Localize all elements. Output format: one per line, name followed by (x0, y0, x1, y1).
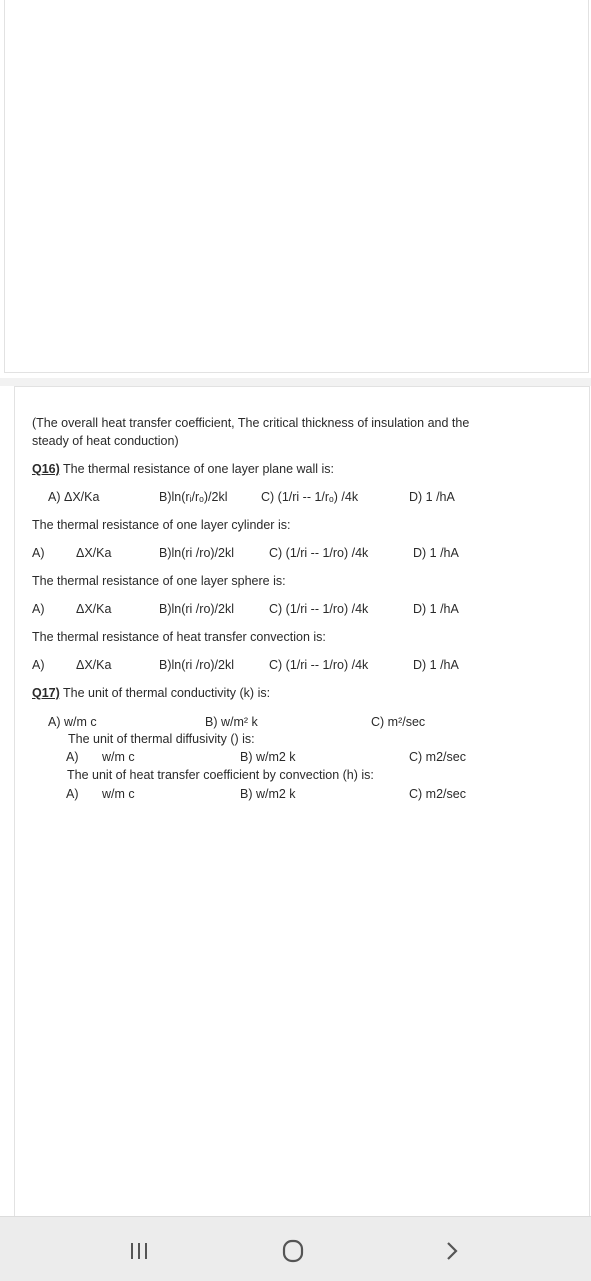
sphere-option-a: ΔX/Ka (76, 602, 112, 616)
h-option-b: B) w/m2 k (240, 787, 296, 801)
q16-title: The thermal resistance of one layer plane wall is: (59, 462, 335, 476)
cylinder-question: The thermal resistance of one layer cylinder is: (32, 518, 291, 532)
cylinder-option-b: B)ln(ri /ro)/2kl (159, 546, 235, 560)
back-icon (433, 1231, 473, 1271)
q17-number: Q17) (32, 686, 60, 700)
home-button[interactable] (273, 1231, 313, 1271)
q16-heading (32, 462, 334, 476)
question-document (14, 386, 590, 1218)
card-separator (0, 378, 591, 386)
cylinder-option-a: ΔX/Ka (76, 546, 112, 560)
q17-title: The unit of thermal conductivity (k) is: (59, 686, 271, 700)
h-option-c: C) m2/sec (409, 787, 466, 801)
recents-button[interactable] (119, 1231, 159, 1271)
cylinder-option-d: D) 1 /hA (413, 546, 459, 560)
q16-number: Q16) (32, 462, 60, 476)
convection-option-c: C) (1/ri -- 1/ro) /4k (269, 658, 369, 672)
convection-option-a: ΔX/Ka (76, 658, 112, 672)
cylinder-option-a-label: A) (32, 546, 45, 560)
sphere-option-d: D) 1 /hA (413, 602, 459, 616)
diffusivity-question: The unit of thermal diffusivity () is: (68, 732, 255, 746)
previous-card (4, 0, 589, 373)
convection-option-d: D) 1 /hA (413, 658, 459, 672)
back-button[interactable] (433, 1231, 473, 1271)
diffusivity-option-a-label: A) (66, 750, 79, 764)
plane-option-d: D) 1 /hA (409, 490, 455, 504)
android-navigation-bar (0, 1216, 591, 1281)
conductivity-option-b: B) w/m² k (205, 715, 258, 729)
sphere-option-c: C) (1/ri -- 1/ro) /4k (269, 602, 369, 616)
diffusivity-option-a: w/m c (102, 750, 135, 764)
convection-option-b: B)ln(ri /ro)/2kl (159, 658, 235, 672)
plane-option-a: A) ΔX/Ka (48, 490, 100, 504)
conductivity-option-c: C) m²/sec (371, 715, 426, 729)
q17-heading (32, 686, 270, 700)
sphere-option-b: B)ln(ri /ro)/2kl (159, 602, 235, 616)
recents-icon (119, 1231, 159, 1271)
cylinder-option-c: C) (1/ri -- 1/ro) /4k (269, 546, 369, 560)
sphere-option-a-label: A) (32, 602, 45, 616)
blank-top-area (0, 0, 591, 378)
h-option-a: w/m c (102, 787, 135, 801)
convection-question: The thermal resistance of heat transfer convection is: (32, 630, 326, 644)
diffusivity-option-b: B) w/m2 k (240, 750, 296, 764)
diffusivity-option-c: C) m2/sec (409, 750, 466, 764)
h-option-a-label: A) (66, 787, 79, 801)
plane-option-c: C) (1/ri -- 1/rₒ) /4k (261, 490, 359, 504)
sphere-question: The thermal resistance of one layer sphere is: (32, 574, 286, 588)
plane-option-b: B)ln(rᵢ/rₒ)/2kl (159, 490, 228, 504)
intro-line-2: steady of heat conduction) (32, 434, 179, 448)
conductivity-option-a: A) w/m c (48, 715, 97, 729)
convection-coefficient-question: The unit of heat transfer coefficient by convection (h) is: (67, 768, 374, 782)
intro-line-1: (The overall heat transfer coefficient, The critical thickness of insulation and the (32, 416, 470, 430)
home-icon (273, 1231, 313, 1271)
convection-option-a-label: A) (32, 658, 45, 672)
